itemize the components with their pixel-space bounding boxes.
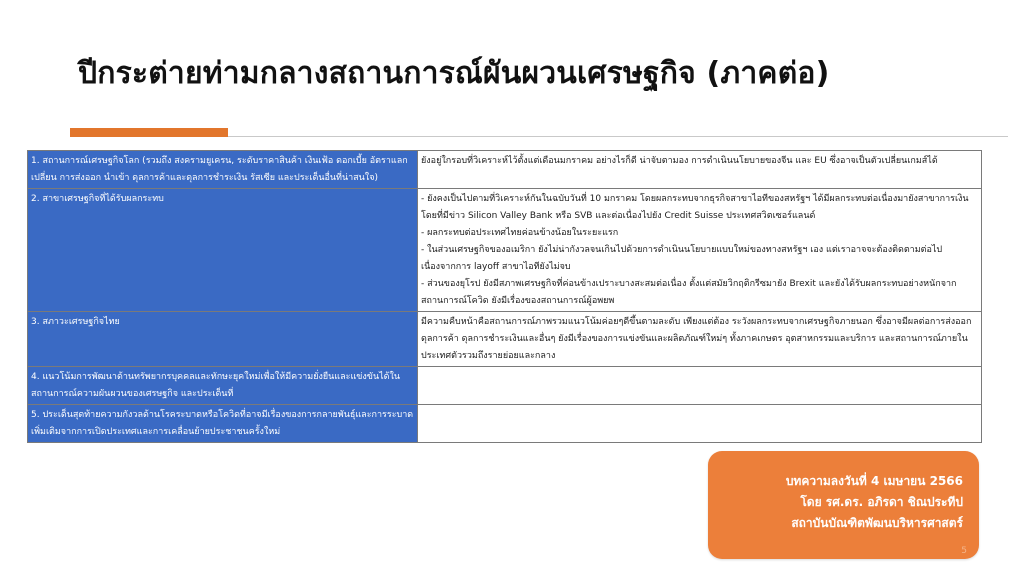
detail-text: มีความคืบหน้าคือสถานการณ์ภาพรวมแนวโน้มค่อยๆดีขึ้นตามละดับ เพียงแต่ต้อง ระวังผลกระทบจากเศรษฐกิจภายนอก ซึ่งอาจมีผลต่อการส่งออก ดุลการค้า ดุลการชำระเงินและอื่นๆ ยังมีเรื่องของการแข่งขันและผลิตภัณฑ์ใหม่ๆ ทั้งภาคเกษตร อุตสาหกรรมและบริการ และสถานการณ์ภายในประเทศตัวรวมถึงรายย่อยและกลาง	[421, 317, 972, 361]
detail-cell	[418, 367, 982, 405]
article-institution: สถาบันบัณฑิตพัฒนบริหารศาสตร์	[791, 516, 963, 530]
title-divider	[228, 136, 1008, 137]
topic-cell: 4. แนวโน้มการพัฒนาด้านทรัพยากรบุคคลและทักษะยุคใหม่เพื่อให้มีความยั่งยืนและแข่งขันได้ในสถานการณ์ความผันผวนของเศรษฐกิจ และประเด็นที่	[28, 367, 418, 405]
article-info-callout	[708, 451, 979, 559]
article-author: โดย รศ.ดร. อภิรดา ชิณประทีป	[800, 495, 963, 509]
topic-cell: 1. สถานการณ์เศรษฐกิจโลก (รวมถึง สงครามยูเครน, ระดับราคาสินค้า เงินเฟ้อ ดอกเบี้ย อัตราแลกเปลี่ยน การส่งออก นำเข้า ดุลการค้าและดุลการชำระเงิน รัสเซีย และประเด็นอื่นที่น่าสนใจ)	[28, 151, 418, 189]
slide-number: 5	[961, 546, 967, 556]
topic-cell: 2. สาขาเศรษฐกิจที่ได้รับผลกระทบ	[28, 189, 418, 312]
table-row	[28, 405, 982, 443]
topic-cell: 3. สภาวะเศรษฐกิจไทย	[28, 312, 418, 367]
table-row	[28, 189, 982, 312]
topic-cell: 5. ประเด็นสุดท้ายความกังวลด้านโรคระบาดหรือโควิดที่อาจมีเรื่องของการกลายพันธุ์และการระบาดเพิ่มเติมจากการเปิดประเทศและการเคลื่อนย้ายประชาชนครั้งใหม่	[28, 405, 418, 443]
detail-text: - ผลกระทบต่อประเทศไทยค่อนข้างน้อยในระยะแรก	[421, 228, 619, 238]
detail-text: - ส่วนของยุโรป ยังมีสภาพเศรษฐกิจที่ค่อนข้างเปราะบางสะสมต่อเนื่อง ตั้งแต่สมัยวิกฤติกรีซมายัง Brexit และยังได้รับผลกระทบอย่างหนักจากสถานการณ์โควิด ยังมีเรื่องของสถานการณ์ผู้อพยพ	[421, 279, 957, 306]
detail-cell	[418, 312, 982, 367]
detail-text: - ยังคงเป็นไปตามที่วิเคราะห์กันในฉบับวันที่ 10 มกราคม โดยผลกระทบจากธุรกิจสาขาไอทีของสหรัฐฯ ได้มีผลกระทบต่อเนื่องมายังสาขาการเงินโดยที่มีข่าว Silicon Valley Bank หรือ SVB และต่อเนื่องไปยัง Credit Suisse ประเทศสวิตเซอร์แลนด์	[421, 194, 969, 221]
detail-text: - ในส่วนเศรษฐกิจของอเมริกา ยังไม่น่ากังวลจนเกินไปด้วยการดำเนินนโยบายแบบใหม่ของทางสหรัฐฯ เอง แต่เราอาจจะต้องติดตามต่อไป เนื่องจากการ layoff สาขาไอทียังไม่จบ	[421, 245, 943, 272]
title-accent-bar	[70, 128, 228, 137]
detail-cell	[418, 405, 982, 443]
detail-cell	[418, 189, 982, 312]
slide-title: ปีกระต่ายท่ามกลางสถานการณ์ผันผวนเศรษฐกิจ (ภาคต่อ)	[78, 56, 830, 91]
article-date: บทความลงวันที่ 4 เมษายน 2566	[785, 474, 963, 488]
table-row	[28, 367, 982, 405]
topics-table	[27, 150, 982, 443]
detail-text: ยังอยู่ใกรอบที่วิเคราะห์ไว้ตั้งแต่เดือนมกราคม อย่างไรก็ดี น่าจับตามอง การดำเนินนโยบายของจีน และ EU ซึ่งอาจเป็นตัวเปลี่ยนเกมส์ได้	[421, 156, 938, 166]
detail-cell	[418, 151, 982, 189]
table-row	[28, 151, 982, 189]
table-row	[28, 312, 982, 367]
callout-text	[786, 471, 963, 534]
